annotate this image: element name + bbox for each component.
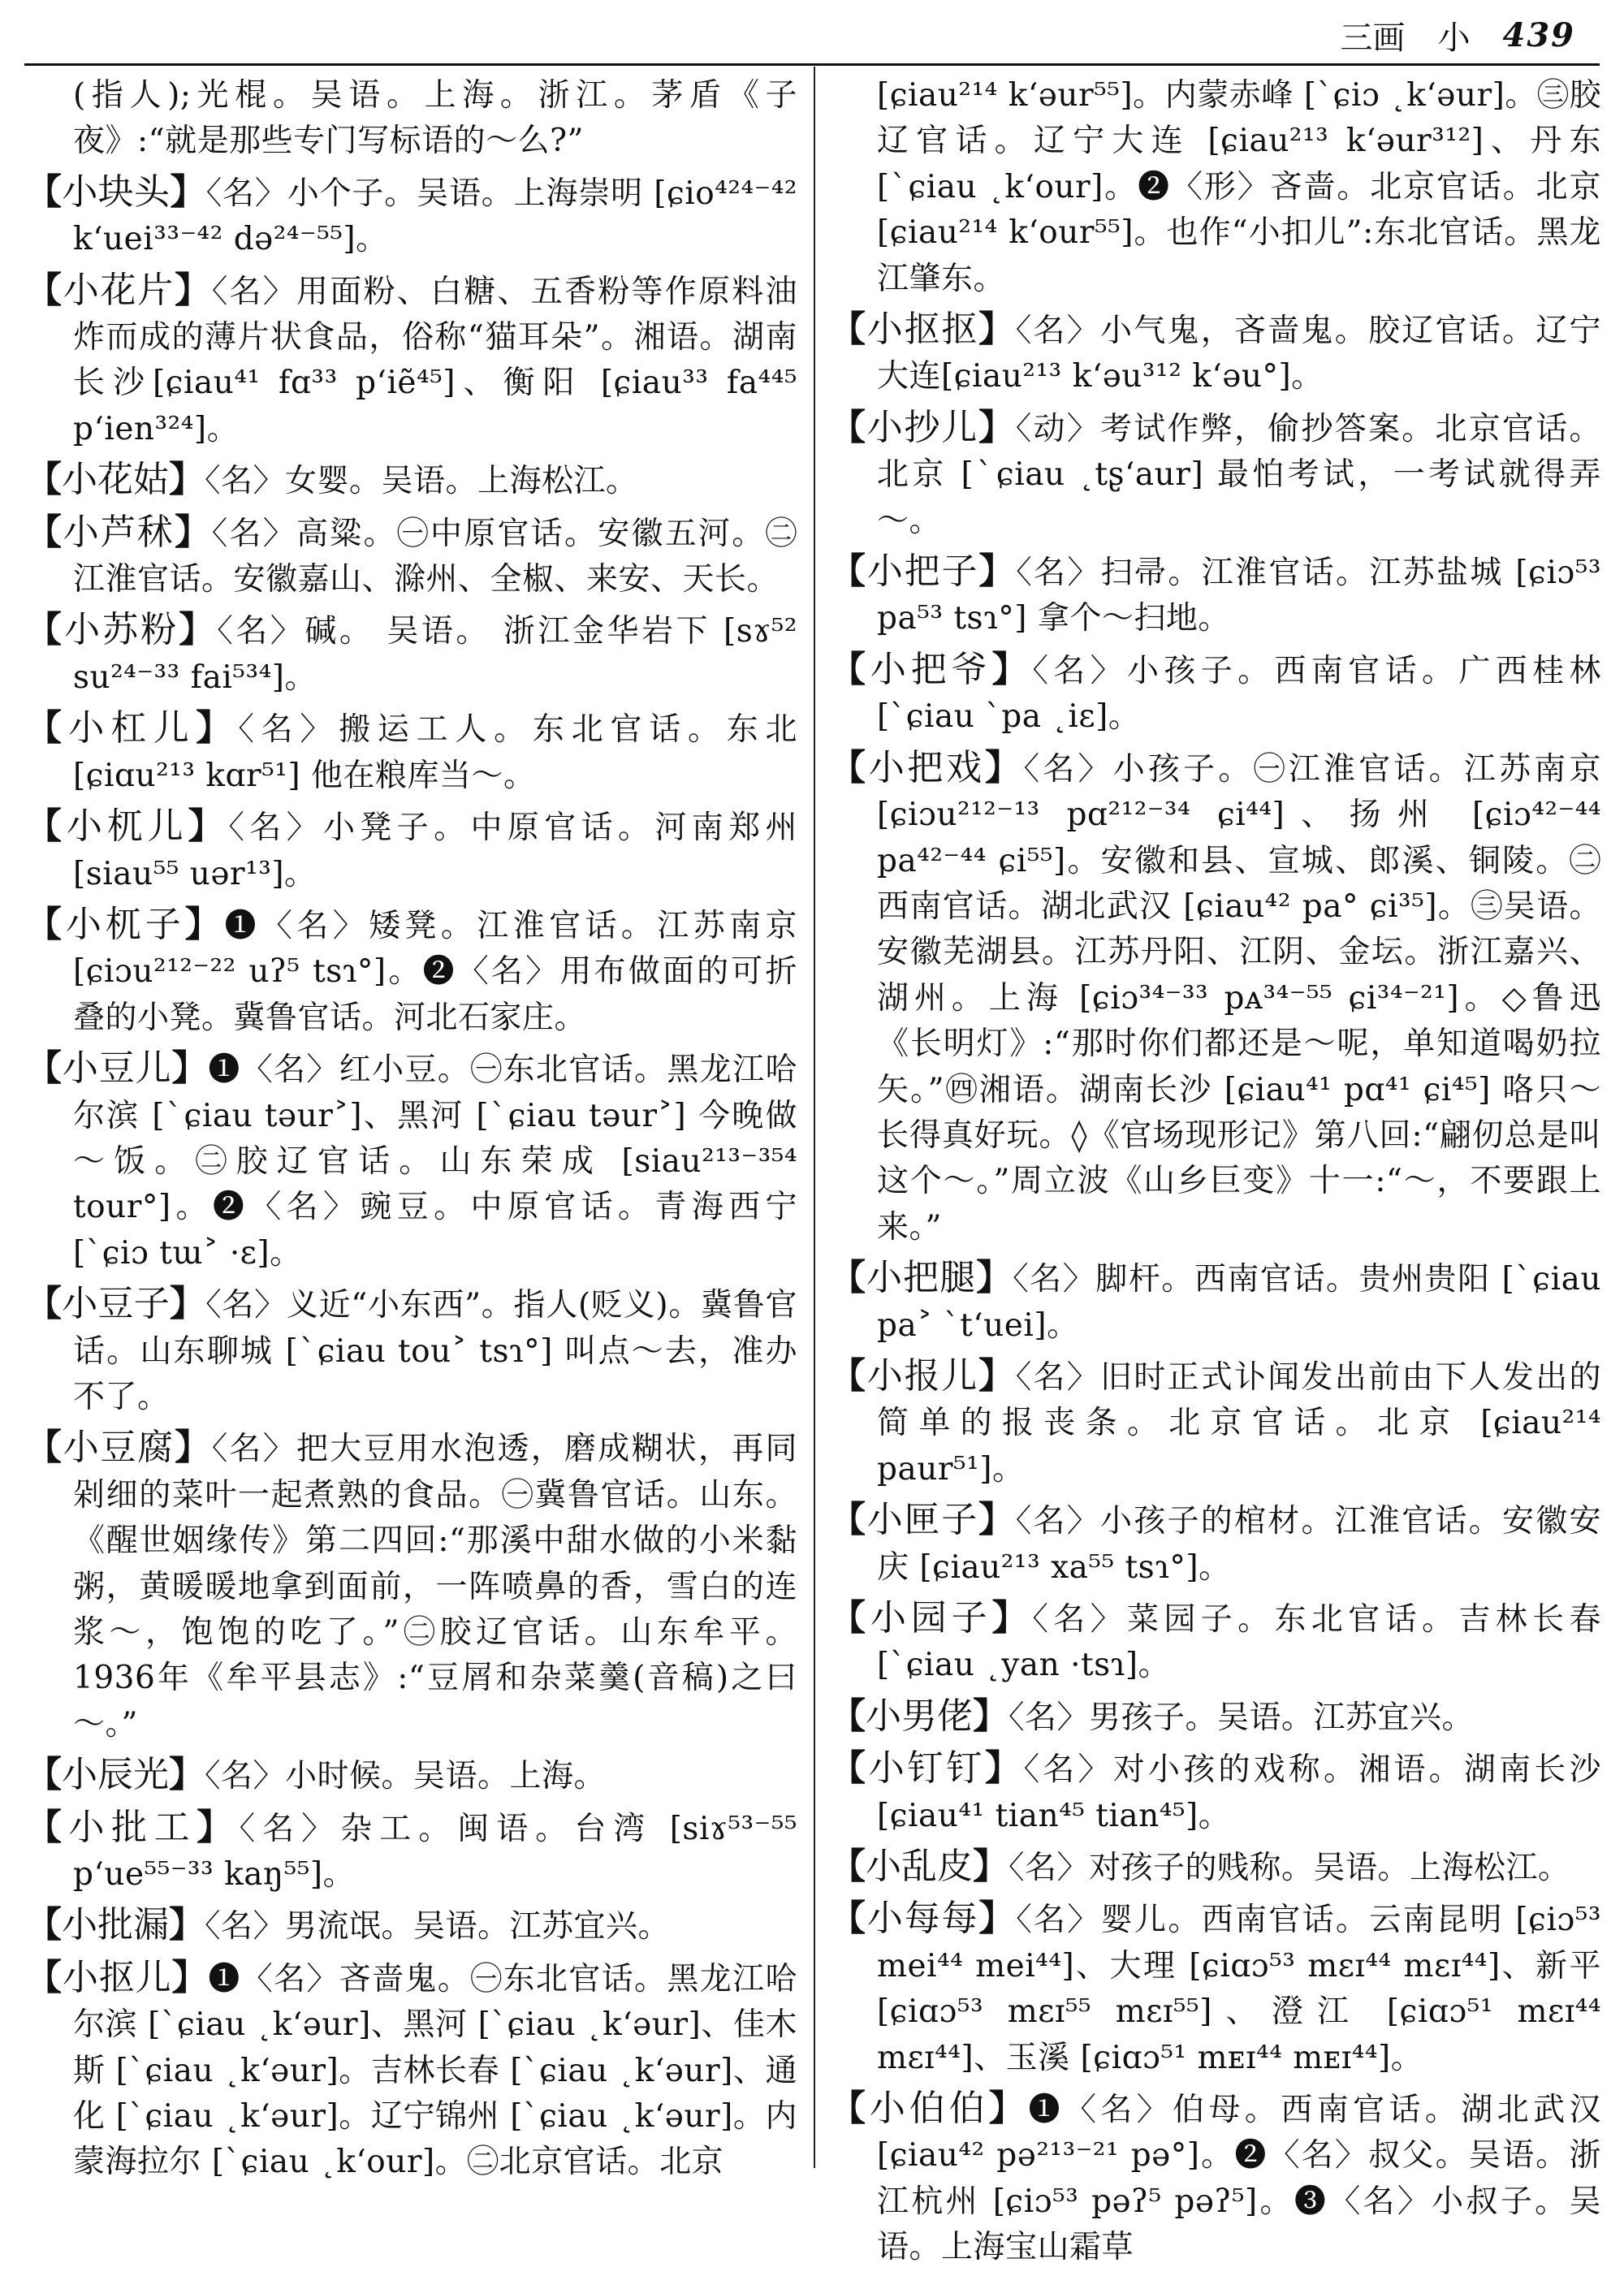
entry-definition: 〈名〉小孩子。西南官话。广西桂林 [ˋɕiau ˋpa ˛iɛ]。	[877, 652, 1601, 736]
dictionary-entry	[830, 1497, 1601, 1591]
dictionary-entry	[26, 804, 797, 897]
entry-headword: 【小豆儿】	[26, 1047, 209, 1090]
entry-definition: 〈名〉小气鬼，吝啬鬼。胶辽官话。辽宁大连[ɕiau²¹³ k‘əu³¹² k‘əu°]。	[877, 313, 1601, 395]
dictionary-entry	[830, 1896, 1601, 2081]
dictionary-entry	[26, 268, 797, 453]
dictionary-entry	[830, 549, 1601, 642]
dictionary-entry	[26, 510, 797, 603]
entry-headword: 【小抠儿】	[26, 1956, 209, 1998]
dictionary-entry	[26, 1805, 797, 1898]
dictionary-entry	[830, 647, 1601, 741]
entry-definition: ❶〈名〉伯母。西南官话。湖北武汉 [ɕiau⁴² pə²¹³⁻²¹ pə°]。❷〈名〉叔父。吴语。浙江杭州 [ɕiɔ⁵³ pəʔ⁵ pəʔ⁵]。❸〈名〉小叔子。吴语。上海宝山霜草	[877, 2092, 1602, 2266]
dictionary-entry	[830, 307, 1601, 400]
dictionary-entry	[26, 1902, 797, 1950]
entry-definition: 〈名〉脚杆。西南官话。贵州贵阳 [ˋɕiau pa˃ ˋt‘uei]。	[877, 1261, 1601, 1344]
left-column	[26, 73, 797, 2191]
entry-headword: 【小豆子】	[26, 1283, 206, 1325]
dictionary-entry	[830, 1354, 1601, 1492]
entry-definition: 〈名〉把大豆用水泡透，磨成糊状，再同剁细的菜叶一起煮熟的食品。㊀冀鲁官话。山东。《醒世姻缘传》第二四回:“那溪中甜水做的小米黏粥，黄暖暖地拿到面前，一阵喷鼻的香，雪白的连浆～，饱饱的吃了。”㊁胶辽官话。山东牟平。1936年《牟平县志》:“豆屑和杂菜羹(音稿)之曰～。”	[73, 1431, 797, 1743]
entry-headword: 【小伯伯】	[830, 2088, 1029, 2130]
section-label: 三画	[1340, 19, 1406, 57]
entry-definition: 〈名〉对小孩的戏称。湘语。湖南长沙 [ɕiau⁴¹ tian⁴⁵ tian⁴⁵]。	[877, 1751, 1601, 1834]
entry-headword: 【小豆腐】	[26, 1427, 212, 1469]
page-number: 439	[1502, 15, 1575, 54]
entry-definition: 〈名〉男孩子。吴语。江苏宜兴。	[1009, 1699, 1475, 1736]
entry-headword: 【小把腿】	[830, 1257, 1013, 1299]
dictionary-entry	[830, 2086, 1601, 2271]
entry-headword: 【小乱皮】	[830, 1846, 1009, 1888]
entry-definition: 〈名〉菜园子。东北官话。吉林长春 [ˋɕiau ˛yan ·tsɿ]。	[877, 1601, 1601, 1684]
entry-definition: 〈名〉高粱。㊀中原官话。安徽五河。㊁江淮官话。安徽嘉山、滁州、全椒、来安、天长。	[73, 515, 797, 598]
character-label: 小	[1437, 19, 1471, 57]
dictionary-entry	[830, 745, 1601, 1250]
entry-headword: 【小批漏】	[26, 1904, 205, 1946]
dictionary-entry	[26, 170, 797, 263]
entry-definition: 〈名〉杂工。闽语。台湾 [siɤ⁵³⁻⁵⁵ p‘ue⁵⁵⁻³³ kaŋ⁵⁵]。	[73, 1810, 798, 1894]
dictionary-entry	[830, 1255, 1601, 1349]
entry-definition: 〈名〉搬运工人。东北官话。东北 [ɕiɑu²¹³ kɑr⁵¹] 他在粮库当～。	[73, 711, 798, 794]
entry-definition: 〈名〉男流氓。吴语。江苏宜兴。	[205, 1908, 671, 1946]
dictionary-entry	[26, 457, 797, 504]
entry-definition: 〈名〉碱。 吴语。 浙江金华岩下 [sɤ⁵² su²⁴⁻³³ fai⁵³⁴]。	[73, 613, 798, 696]
entry-headword: 【小抠抠】	[830, 309, 1016, 351]
entry-definition: 〈名〉小孩子的棺材。江淮官话。安徽安庆 [ɕiau²¹³ xa⁵⁵ tsɿ°]。	[877, 1503, 1601, 1586]
entry-headword: 【小把子】	[830, 551, 1017, 593]
dictionary-entry	[26, 1752, 797, 1799]
entry-definition: ❶〈名〉红小豆。㊀东北官话。黑龙江哈尔滨 [ˋɕiau təur˃]、黑河 [ˋɕiau təur˃] 今晚做～饭。㊁胶辽官话。山东荣成 [siau²¹³⁻³⁵⁴ tour°]。❷〈名〉豌豆。中原官话。青海西宁 [ˋɕiɔ tɯ˃ ·ɛ]。	[73, 1052, 798, 1272]
entry-headword: 【小花片】	[26, 269, 212, 311]
entry-definition: 〈名〉小孩子。㊀江淮官话。江苏南京 [ɕiɔu²¹²⁻¹³ pɑ²¹²⁻³⁴ ɕi⁴⁴]、扬州 [ɕiɔ⁴²⁻⁴⁴ pa⁴²⁻⁴⁴ ɕi⁵⁵]。安徽和县、宣城、郎溪、铜陵。㊁西南官话。湖北武汉 [ɕiau⁴² pa° ɕi³⁵]。㊂吴语。安徽芜湖县。江苏丹阳、江阴、金坛。浙江嘉兴、湖州。上海 [ɕiɔ³⁴⁻³³ pᴀ³⁴⁻⁵⁵ ɕi³⁴⁻²¹]。◇鲁迅《长明灯》:“那时你们都还是～呢，单知道喝奶拉矢。”㊃湘语。湖南长沙 [ɕiau⁴¹ pɑ⁴¹ ɕi⁴⁵] 咯只～长得真好玩。◊《官场现形记》第八回:“翩仞总是叫这个～。”周立波《山乡巨变》十一:“～，不要跟上来。”	[877, 750, 1601, 1246]
entry-headword: 【小杠儿】	[26, 707, 239, 749]
entry-headword: 【小花姑】	[26, 459, 205, 501]
entry-definition: 〈名〉扫帚。江淮官话。江苏盐城 [ɕiɔ⁵³ pa⁵³ tsɿ°] 拿个～扫地。	[877, 555, 1602, 637]
entry-definition: 〈名〉小凳子。中原官话。河南郑州 [siau⁵⁵ uər¹³]。	[73, 810, 797, 892]
entry-headword: 【小报儿】	[830, 1354, 1016, 1397]
entry-definition: 〈名〉小个子。吴语。上海崇明 [ɕio⁴²⁴⁻⁴² k‘uei³³⁻⁴² də²⁴⁻⁵⁵]。	[73, 175, 798, 258]
dictionary-entry	[26, 1425, 797, 1747]
entry-continuation	[26, 73, 797, 165]
dictionary-entry	[26, 607, 797, 701]
entry-definition: 〈名〉旧时正式讣闻发出前由下人发出的简单的报丧条。北京官话。北京 [ɕiau²¹⁴ paur⁵¹]。	[877, 1358, 1601, 1488]
entry-definition: ❶〈名〉矮凳。江淮官话。江苏南京 [ɕiɔu²¹²⁻²² uʔ⁵ tsɿ°]。❷〈名〉用布做面的可折叠的小凳。冀鲁官话。河北石家庄。	[73, 907, 798, 1036]
running-head	[1088, 6, 1575, 63]
entry-headword: 【小男佬】	[830, 1695, 1009, 1737]
entry-headword: 【小批工】	[26, 1806, 240, 1848]
entry-headword: 【小钉钉】	[830, 1747, 1024, 1790]
entry-definition: 〈名〉义近“小东西”。指人(贬义)。冀鲁官话。山东聊城 [ˋɕiau tou˃ tsɿ°] 叫点～去，准办不了。	[73, 1287, 798, 1415]
entry-headword: 【小苏粉】	[26, 609, 218, 651]
right-column	[830, 73, 1601, 2276]
dictionary-entry	[26, 706, 797, 799]
dictionary-entry	[830, 1844, 1601, 1891]
dictionary-entry	[830, 1694, 1601, 1741]
entry-definition: 〈名〉用面粉、白糖、五香粉等作原料油炸而成的薄片状食品，俗称“猫耳朵”。湘语。湖南长沙[ɕiau⁴¹ fɑ³³ p‘iẽ⁴⁵]、衡阳 [ɕiau³³ fa⁴⁴⁵ p‘ien³²⁴]。	[73, 273, 797, 447]
dictionary-entry	[830, 1596, 1601, 1689]
entry-definition: ❶〈名〉吝啬鬼。㊀东北官话。黑龙江哈尔滨 [ˋɕiau ˛k‘əur]、黑河 [ˋɕiau ˛k‘əur]、佳木斯 [ˋɕiau ˛k‘əur]。吉林长春 [ˋɕiau ˛k‘əur]、通化 [ˋɕiau ˛k‘əur]。辽宁锦州 [ˋɕiau ˛k‘əur]。内蒙海拉尔 [ˋɕiau ˛k‘our]。㊁北京官话。北京	[73, 1960, 798, 2181]
entry-definition: 〈名〉对孩子的贱称。吴语。上海松江。	[1009, 1850, 1570, 1887]
entry-headword: 【小每每】	[830, 1898, 1017, 1940]
entry-headword: 【小园子】	[830, 1597, 1033, 1639]
entry-headword: 【小杌子】	[26, 903, 225, 945]
entry-definition: (指人);光棍。吴语。上海。浙江。茅盾《子夜》:“就是那些专门写标语的～么?”	[73, 77, 797, 160]
entry-definition: 〈名〉小时候。吴语。上海。	[205, 1758, 607, 1795]
entry-headword: 【小芦秫】	[26, 511, 212, 553]
dictionary-entry	[26, 902, 797, 1041]
dictionary-entry	[830, 1746, 1601, 1839]
column-divider	[814, 67, 815, 2168]
dictionary-entry	[830, 405, 1601, 544]
header-rule	[24, 63, 1600, 66]
entry-headword: 【小杌儿】	[26, 805, 229, 848]
entry-definition: [ɕiau²¹⁴ k‘əur⁵⁵]。内蒙赤峰 [ˋɕiɔ ˛k‘əur]。㊂胶辽官话。辽宁大连 [ɕiau²¹³ k‘əur³¹²]、丹东 [ˋɕiau ˛k‘our]。❷〈形〉吝啬。北京官话。北京 [ɕiau²¹⁴ k‘our⁵⁵]。也作“小扣儿”:东北官话。黑龙江肇东。	[877, 77, 1601, 297]
entry-headword: 【小抄儿】	[830, 406, 1016, 448]
entry-definition: 〈动〉考试作弊，偷抄答案。北京官话。北京 [ˋɕiau ˛tʂ‘aur] 最怕考试，一考试就得弄～。	[877, 410, 1601, 539]
entry-definition: 〈名〉婴儿。西南官话。云南昆明 [ɕiɔ⁵³ mei⁴⁴ mei⁴⁴]、大理 [ɕiɑɔ⁵³ mɛɪ⁴⁴ mɛɪ⁴⁴]、新平 [ɕiɑɔ⁵³ mɛɪ⁵⁵ mɛɪ⁵⁵]、澄江 [ɕiɑɔ⁵¹ mɛɪ⁴⁴ mɛɪ⁴⁴]、玉溪 [ɕiɑɔ⁵¹ mᴇɪ⁴⁴ mᴇɪ⁴⁴]。	[877, 1902, 1602, 2076]
entry-headword: 【小把戏】	[830, 746, 1024, 788]
dictionary-entry	[26, 1955, 797, 2186]
entry-headword: 【小块头】	[26, 171, 206, 213]
entry-headword: 【小匣子】	[830, 1499, 1016, 1541]
dictionary-entry	[26, 1281, 797, 1420]
entry-continuation	[830, 73, 1601, 302]
dictionary-entry	[26, 1046, 797, 1276]
entry-definition: 〈名〉女婴。吴语。上海松江。	[205, 463, 638, 500]
entry-headword: 【小辰光】	[26, 1754, 205, 1796]
entry-headword: 【小把爷】	[830, 648, 1033, 690]
